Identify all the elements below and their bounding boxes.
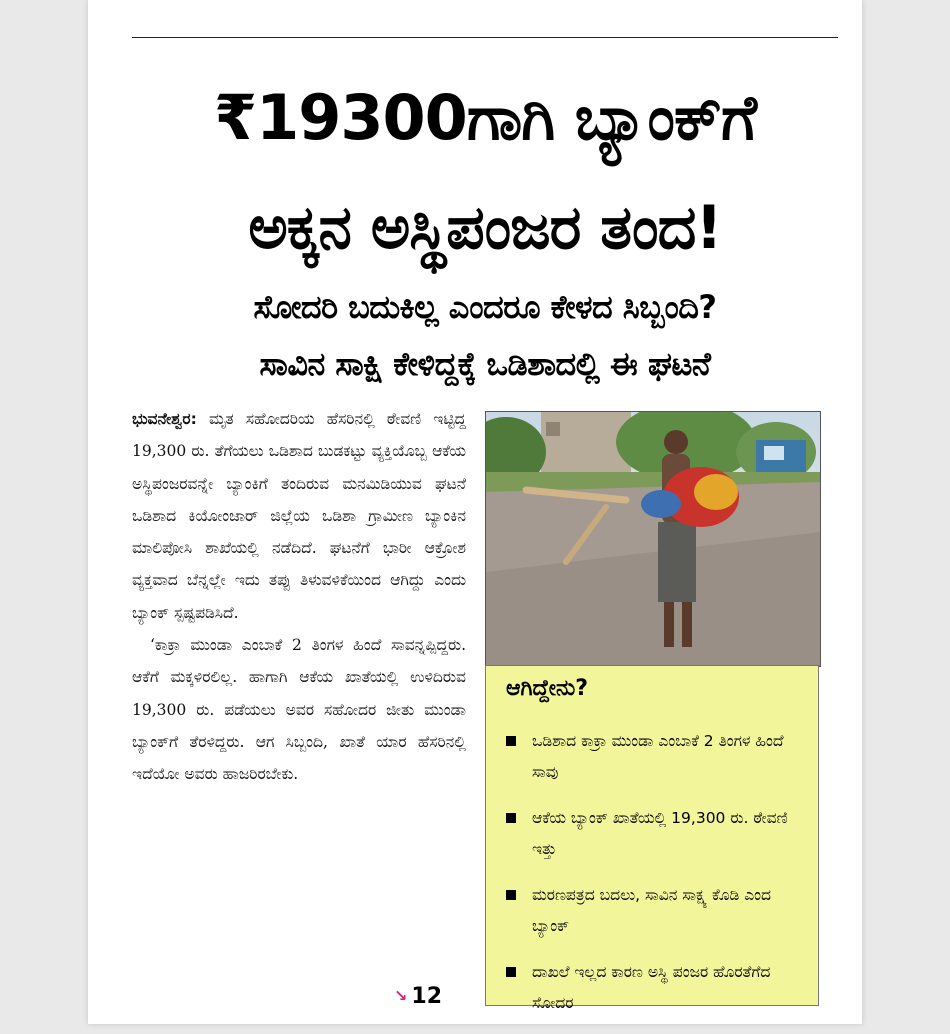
paragraph-1-text: ಮೃತ ಸಹೋದರಿಯ ಹೆಸರಿನಲ್ಲಿ ಠೇವಣಿ ಇಟ್ಟಿದ್ದ 19,300 ರು. ತೆಗೆಯಲು ಒಡಿಶಾದ ಬುಡಕಟ್ಟು ವ್ಯಕ್ತಿಯೊಬ್ಬ ಆಕೆಯ ಅಸ್ಥಿಪಂಜರವನ್ನೇ ಬ್ಯಾಂಕಿಗೆ ತಂದಿರುವ ಮನಮಿಡಿಯುವ ಘಟನೆ ಒಡಿಶಾದ ಕಿಯೋಂಜಾರ್ ಜಿಲ್ಲೆಯ ಒಡಿಶಾ ಗ್ರಾಮೀಣ ಬ್ಯಾಂಕಿನ ಮಾಲಿಪೋಸಿ ಶಾಖೆಯಲ್ಲಿ ನಡೆದಿದೆ. ಘಟನೆಗೆ ಭಾರೀ ಆಕ್ರೋಶ ವ್ಯಕ್ತವಾದ ಬೆನ್ನಲ್ಲೇ ಇದು ತಪ್ಪು ತಿಳುವಳಿಕೆಯಿಂದ ಆಗಿದ್ದು ಎಂದು ಬ್ಯಾಂಕ್ ಸ್ಪಷ್ಟಪಡಿಸಿದೆ.: [132, 410, 466, 622]
continued-marker[interactable]: [394, 984, 442, 1009]
what-happened-box: [485, 665, 819, 1012]
list-item: [500, 726, 808, 788]
box-list: [500, 726, 808, 1034]
square-bullet-icon: [506, 813, 516, 823]
subheadline-1: ಸೋದರಿ ಬದುಕಿಲ್ಲ ಎಂದರೂ ಕೇಳದ ಸಿಬ್ಬಂದಿ?: [253, 288, 717, 326]
square-bullet-icon: [506, 890, 516, 900]
square-bullet-icon: [506, 967, 516, 977]
list-item-text: ಒಡಿಶಾದ ಕಾಕ್ರಾ ಮುಂಡಾ ಎಂಬಾಕೆ 2 ತಿಂಗಳ ಹಿಂದೆ ಸಾವು: [532, 732, 784, 781]
square-bullet-icon: [506, 736, 516, 746]
list-item-text: ಮರಣಪತ್ರದ ಬದಲು, ಸಾವಿನ ಸಾಕ್ಷ್ಯ ಕೊಡಿ ಎಂದ ಬ್ಯಾಂಕ್: [532, 886, 772, 935]
list-item: [500, 803, 808, 865]
list-item: [500, 957, 808, 1019]
photo-illustration: [486, 412, 820, 666]
headline-line-2: ಅಕ್ಕನ ಅಸ್ಥಿಪಂಜರ ತಂದ!: [248, 193, 722, 263]
news-photo: [485, 411, 821, 667]
article-paragraph-2: ‘ಕಾಕ್ರಾ ಮುಂಡಾ ಎಂಬಾಕೆ 2 ತಿಂಗಳ ಹಿಂದೆ ಸಾವನ್ನಪ್ಪಿದ್ದರು. ಆಕೆಗೆ ಮಕ್ಕಳಿರಲಿಲ್ಲ. ಹಾಗಾಗಿ ಆಕೆಯ ಖಾತೆಯಲ್ಲಿ ಉಳಿದಿರುವ 19,300 ರು. ಪಡೆಯಲು ಅವರ ಸಹೋದರ ಜೀತು ಮುಂಡಾ ಬ್ಯಾಂಕ್‌ಗೆ ತೆರಳಿದ್ದರು. ಆಗ ಸಿಬ್ಬಂದಿ, ಖಾತೆ ಯಾರ ಹೆಸರಿನಲ್ಲಿ ಇದೆಯೋ ಅವರು ಹಾಜರಿರಬೇಕು.: [132, 636, 466, 784]
headline-line-1: ₹19300ಗಾಗಿ ಬ್ಯಾಂಕ್‌ಗೆ: [213, 81, 757, 154]
arrow-icon: ↘: [394, 986, 408, 1005]
subheadline-2: ಸಾವಿನ ಸಾಕ್ಷಿ ಕೇಳಿದ್ದಕ್ಕೆ ಒಡಿಶಾದಲ್ಲಿ ಈ ಘಟನೆ: [259, 345, 711, 383]
continued-page-number: 12: [411, 984, 443, 1009]
article-paragraph-1: [132, 403, 466, 629]
dateline: ಭುವನೇಶ್ವರ:: [132, 410, 197, 428]
list-item-text: ಆಕೆಯ ಬ್ಯಾಂಕ್ ಖಾತೆಯಲ್ಲಿ 19,300 ರು. ಠೇವಣಿ ಇತ್ತು: [532, 809, 788, 858]
top-rule: [132, 37, 838, 38]
list-item-text: ದಾಖಲೆ ಇಲ್ಲದ ಕಾರಣ ಅಸ್ಥಿ ಪಂಜರ ಹೊರತೆಗೆದ ಸೋದರ: [532, 963, 771, 1012]
box-title: ಆಗಿದ್ದೇನು?: [506, 676, 588, 701]
article-body: [132, 403, 466, 791]
list-item: [500, 880, 808, 942]
